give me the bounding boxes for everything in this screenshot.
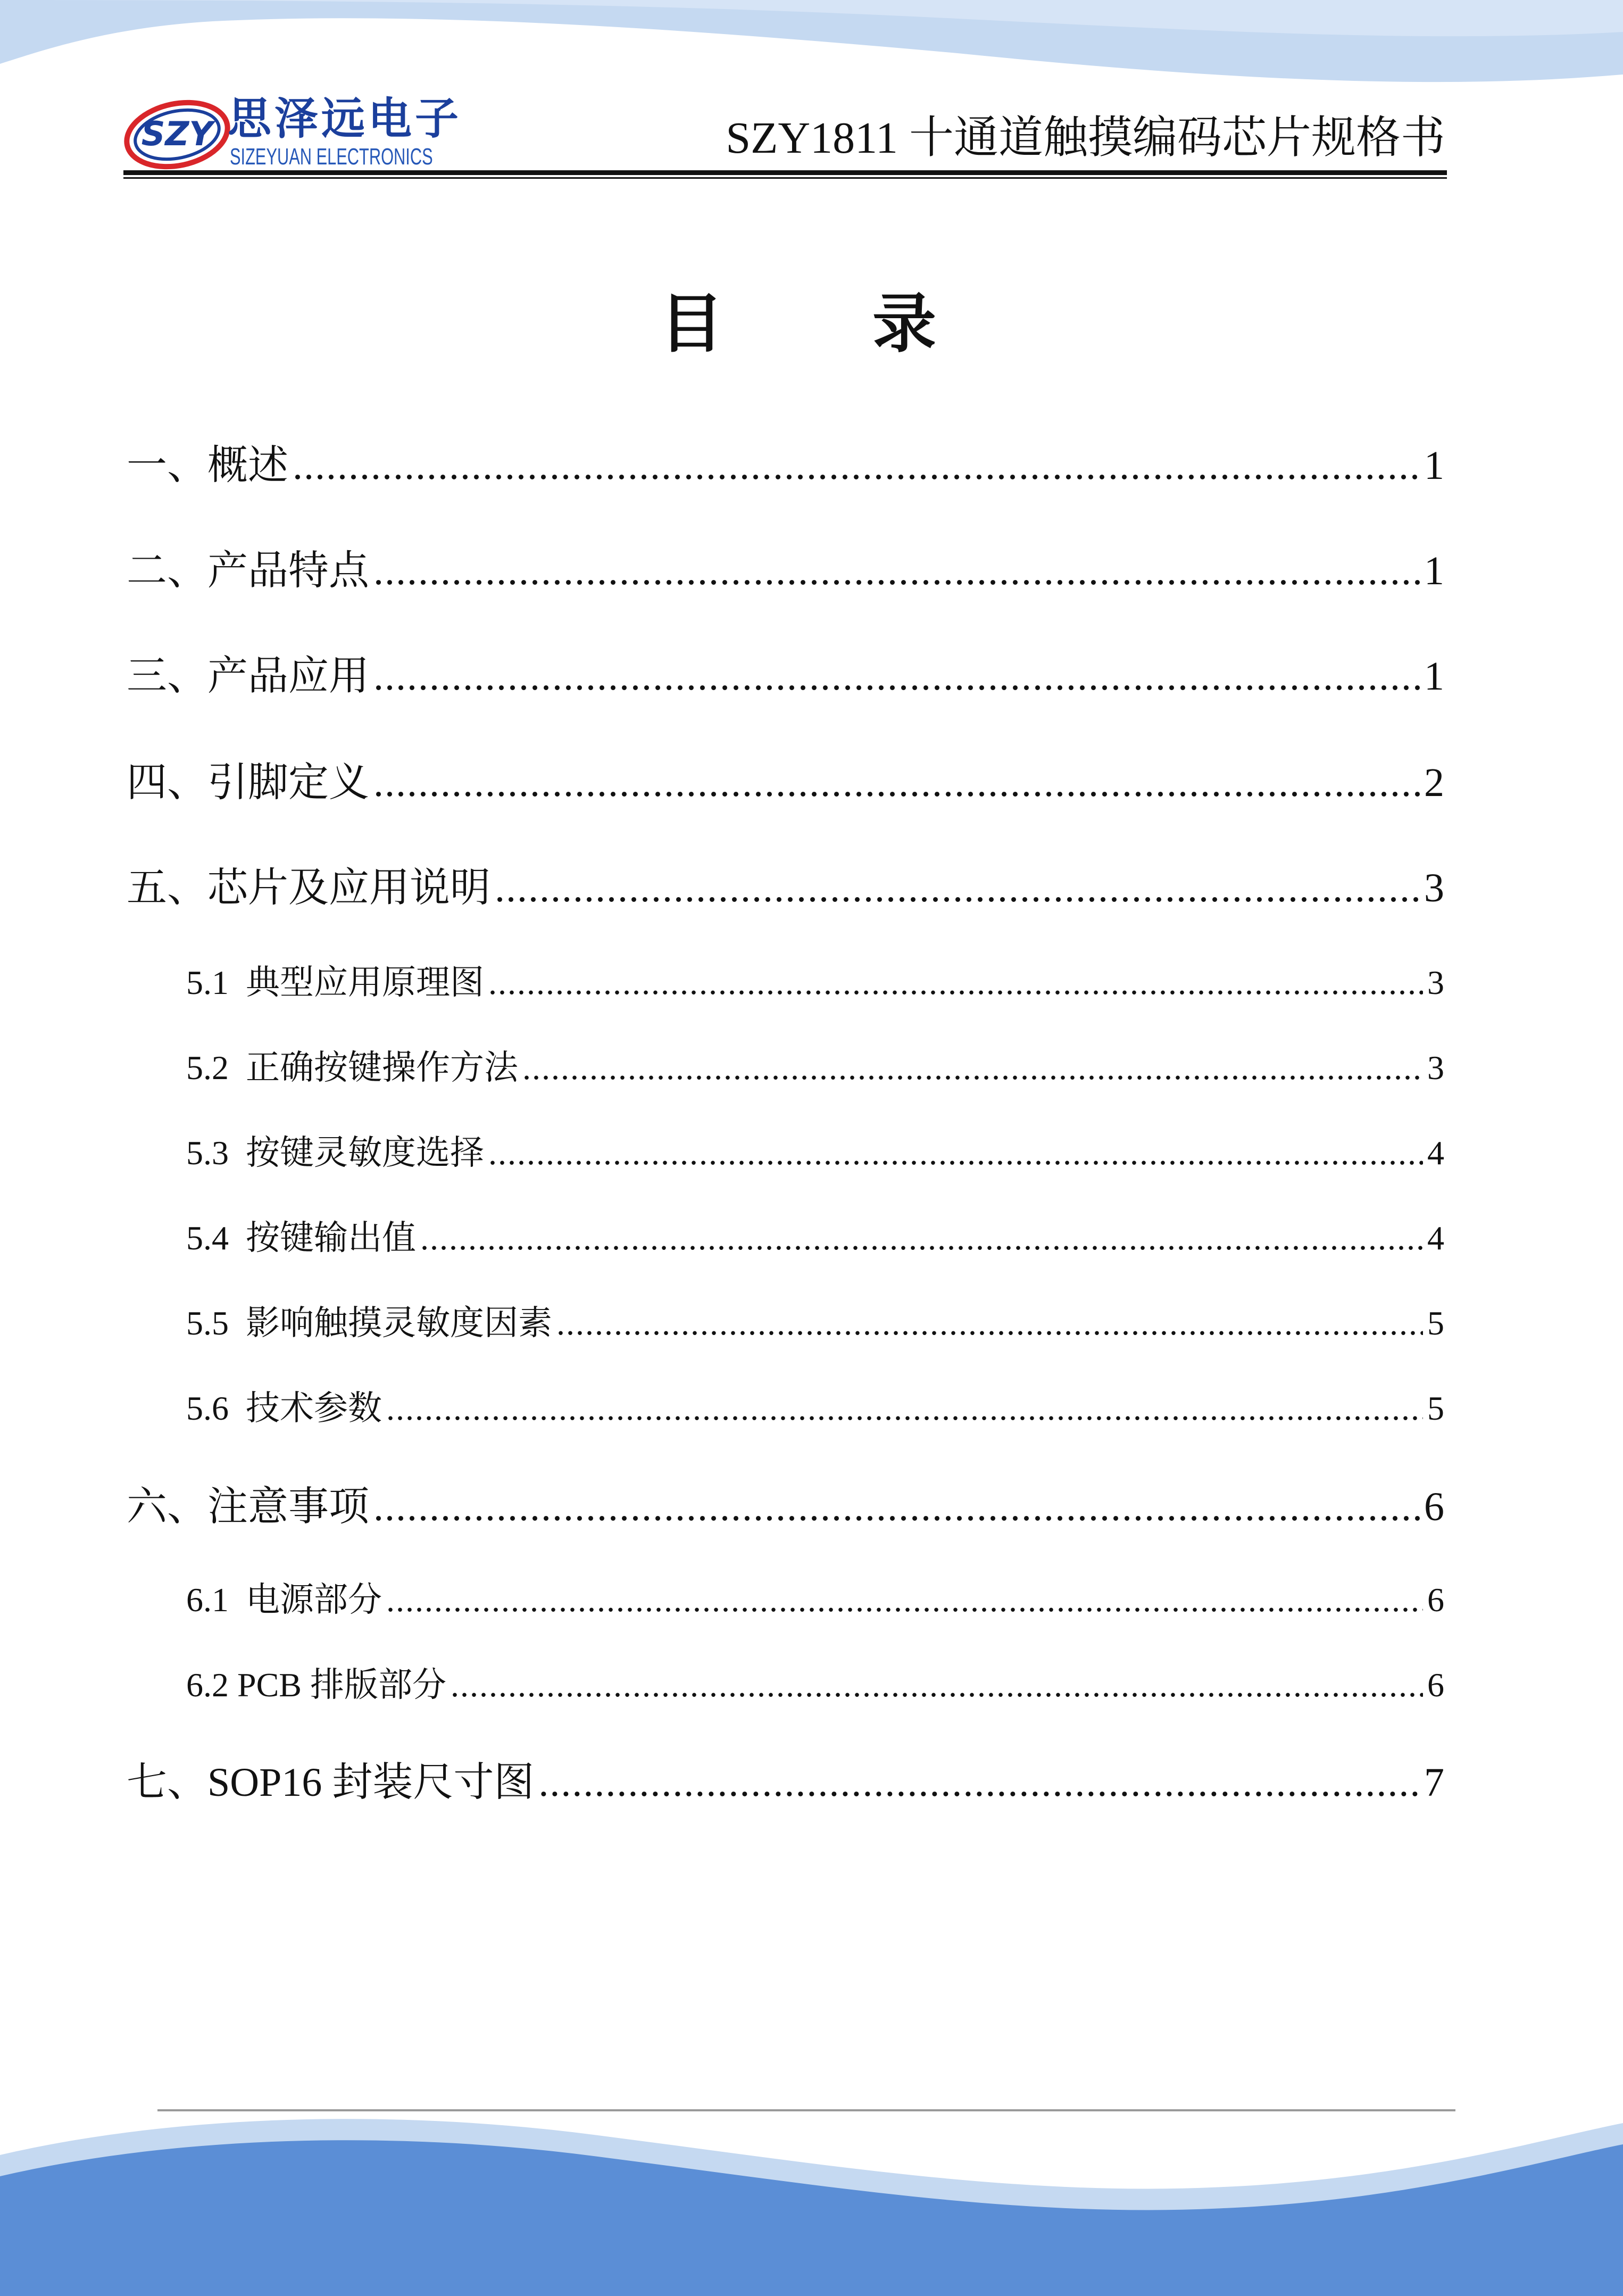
toc-heading-char-1: 目: [660, 287, 723, 361]
toc-entry-overview[interactable]: [127, 436, 1444, 495]
toc-entry-6-2[interactable]: [186, 1659, 1444, 1712]
toc-entry-chip-application[interactable]: [127, 859, 1444, 917]
toc-entry-label: 技术参数: [246, 1389, 382, 1427]
toc-page-number: 2: [1424, 760, 1444, 805]
toc-dot-leader: [488, 956, 1423, 1009]
toc-heading-char-2: 录: [872, 287, 936, 361]
toc-entry-number: 5.4: [186, 1219, 246, 1257]
toc-entry-5-2[interactable]: [186, 1041, 1444, 1095]
toc-dot-leader: [373, 542, 1420, 600]
toc-dot-leader: [495, 859, 1420, 917]
toc-dot-leader: [373, 753, 1420, 812]
toc-entry-pin-definition[interactable]: [127, 753, 1444, 812]
toc-entry-number: 6.2: [186, 1666, 237, 1704]
toc-dot-leader: [373, 1478, 1420, 1536]
toc-dot-leader: [420, 1212, 1423, 1265]
logo-mark-text: SZY: [141, 114, 213, 153]
toc-entry-label: 产品应用: [207, 654, 369, 699]
toc-page-number: 6: [1427, 1666, 1444, 1704]
toc-entry-label: 注意事项: [207, 1485, 369, 1529]
logo-chinese-name: 思泽远电子: [228, 94, 462, 144]
toc-entry-5-4[interactable]: [186, 1212, 1444, 1265]
logo-english-name: SIZEYUAN ELECTRONICS: [230, 144, 433, 170]
toc-entry-precautions[interactable]: [127, 1478, 1444, 1536]
header-wave-decoration: [0, 0, 1623, 106]
toc-entry-number: 七、: [127, 1760, 207, 1805]
toc-entry-number: 三、: [127, 654, 207, 699]
toc-entry-label: SOP16 封装尺寸图: [207, 1760, 535, 1805]
toc-entry-label: 产品特点: [207, 549, 369, 593]
toc-dot-leader: [386, 1573, 1423, 1627]
toc-dot-leader: [538, 1753, 1420, 1812]
toc-page-number: 1: [1424, 549, 1444, 593]
toc-page-number: 4: [1427, 1219, 1444, 1257]
toc-entry-label: 概述: [207, 443, 288, 488]
toc-entry-number: 六、: [127, 1485, 207, 1529]
toc-entry-number: 6.1: [186, 1581, 246, 1619]
header-rule-thick: [123, 170, 1447, 175]
toc-page-number: 1: [1424, 443, 1444, 488]
toc-page-number: 4: [1427, 1134, 1444, 1172]
toc-dot-leader: [522, 1041, 1423, 1095]
toc-dot-leader: [488, 1126, 1423, 1180]
toc-dot-leader: [451, 1659, 1423, 1712]
toc-entry-sop16-package[interactable]: [127, 1753, 1444, 1812]
toc-entry-5-5[interactable]: [186, 1297, 1444, 1350]
toc-entry-5-1[interactable]: [186, 956, 1444, 1009]
toc-entry-5-6[interactable]: [186, 1382, 1444, 1435]
toc-page-number: 6: [1424, 1485, 1444, 1529]
toc-entry-number: 二、: [127, 549, 207, 593]
toc-entry-label: 引脚定义: [207, 760, 369, 805]
toc-page-number: 3: [1427, 964, 1444, 1001]
toc-page-number: 1: [1424, 654, 1444, 699]
toc-entry-5-3[interactable]: [186, 1126, 1444, 1180]
toc-entry-label: PCB 排版部分: [237, 1666, 446, 1704]
toc-entry-number: 5.3: [186, 1134, 246, 1172]
company-logo: [121, 95, 472, 175]
toc-entry-number: 5.6: [186, 1389, 246, 1427]
toc-entry-number: 5.1: [186, 964, 246, 1001]
toc-entry-number: 四、: [127, 760, 207, 805]
toc-page-number: 5: [1427, 1389, 1444, 1427]
toc-dot-leader: [386, 1382, 1423, 1435]
toc-page-number: 5: [1427, 1304, 1444, 1342]
toc-entry-number: 5.2: [186, 1049, 246, 1087]
toc-entry-label: 影响触摸灵敏度因素: [246, 1304, 552, 1342]
toc-entry-number: 5.5: [186, 1304, 246, 1342]
toc-dot-leader: [556, 1297, 1423, 1350]
toc-page-number: 3: [1427, 1049, 1444, 1087]
toc-entry-label: 按键输出值: [246, 1219, 416, 1257]
szy-logo-icon: [121, 95, 233, 175]
toc-page-number: 6: [1427, 1581, 1444, 1619]
document-title: SZY1811 十通道触摸编码芯片规格书: [726, 113, 1445, 163]
toc-entry-6-1[interactable]: [186, 1573, 1444, 1627]
toc-entry-number: 一、: [127, 443, 207, 488]
toc-entry-label: 典型应用原理图: [246, 964, 484, 1001]
toc-entry-label: 电源部分: [246, 1581, 382, 1619]
toc-entry-features[interactable]: [127, 542, 1444, 600]
toc-entry-label: 正确按键操作方法: [246, 1049, 518, 1087]
toc-dot-leader: [293, 436, 1420, 495]
toc-entry-applications[interactable]: [127, 647, 1444, 706]
toc-heading: [660, 285, 936, 364]
footer-wave-decoration: [0, 2075, 1623, 2296]
toc-page-number: 7: [1424, 1760, 1444, 1805]
toc-entry-label: 按键灵敏度选择: [246, 1134, 484, 1172]
toc-dot-leader: [373, 647, 1420, 706]
toc-entry-label: 芯片及应用说明: [207, 866, 490, 910]
toc-entry-number: 五、: [127, 866, 207, 910]
toc-page-number: 3: [1424, 866, 1444, 910]
header-rule-thin: [123, 177, 1447, 179]
